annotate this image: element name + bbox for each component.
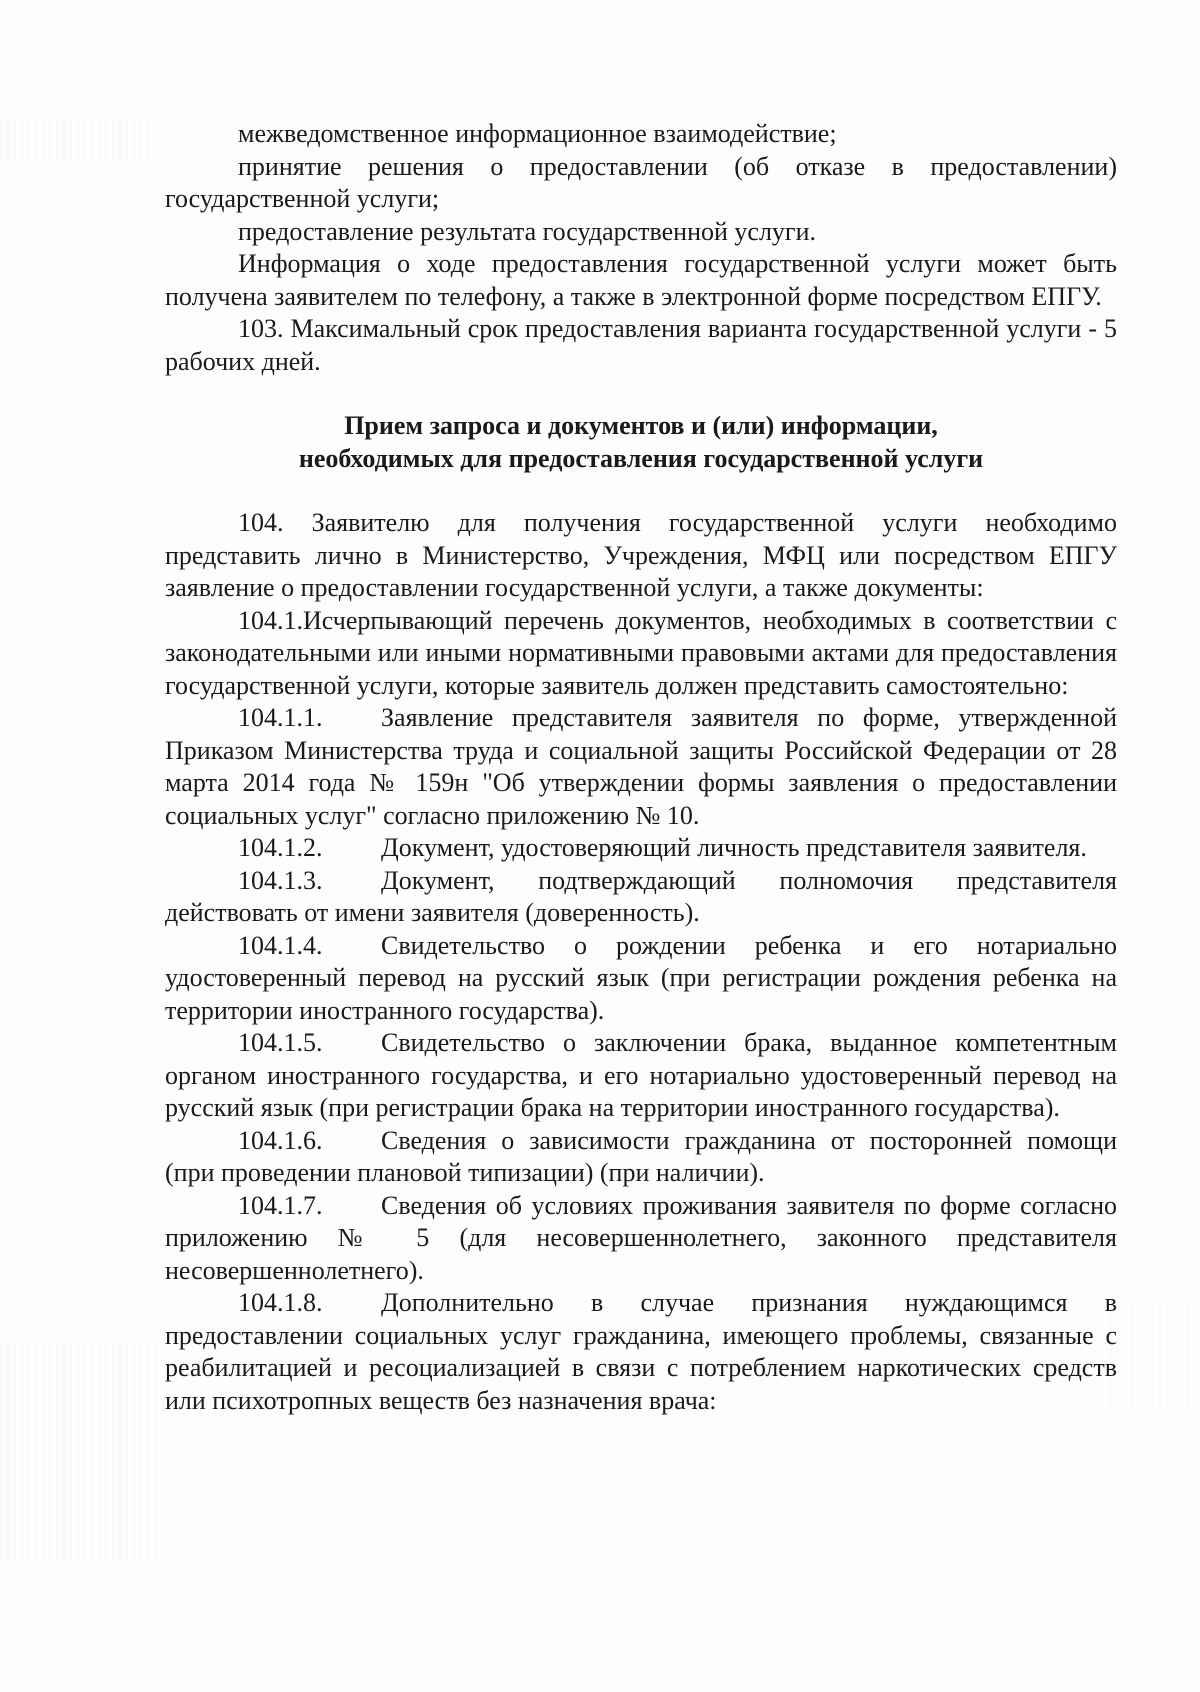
item-text: Документ, удостоверяющий личность представителя заявителя. [381, 833, 1087, 862]
spacer [165, 475, 1117, 507]
paragraph-interagency: межведомственное информационное взаимодействие; [238, 119, 837, 148]
list-item-104-1-4 [165, 930, 1117, 1028]
document-body [165, 118, 1117, 1417]
scan-noise-left [0, 120, 150, 160]
paragraph-103: 103. Максимальный срок предоставления варианта государственной услуги - 5 рабочих дней. [165, 314, 1117, 376]
item-text: Заявление представителя заявителя по форме, утвержденной Приказом Министерства труда и социальной защиты Российской Федерации от 28 марта 2014 года № 159н "Об утверждении формы заявления о предоставлении социальных услуг" согласно приложению № 10. [165, 703, 1117, 830]
item-number: 104.1.7. [238, 1190, 323, 1220]
item-number: 104.1.6. [238, 1125, 323, 1155]
section-heading-line-2: необходимых для предоставления государственной услуги [298, 443, 984, 473]
list-item-104-1-3 [165, 865, 1117, 930]
list-item-104-1-7 [165, 1190, 1117, 1288]
paragraph-progress-info: Информация о ходе предоставления государственной услуги может быть получена заявителем по телефону, а также в электронной форме посредством ЕПГУ. [165, 249, 1117, 311]
paragraph-104: 104. Заявителю для получения государственной услуги необходимо представить лично в Министерство, Учреждения, МФЦ или посредством ЕПГУ заявление о предоставлении государственной услуги, а также документы: [165, 508, 1117, 602]
spacer [165, 378, 1117, 410]
paragraph-104-1: 104.1.Исчерпывающий перечень документов, необходимых в соответствии с законодательными или иными нормативными правовыми актами для предоставления государственной услуги, которые заявитель должен представить самостоятельно: [165, 605, 1117, 700]
item-number: 104.1.4. [238, 930, 323, 960]
list-item-104-1-2 [165, 832, 1117, 865]
item-text: Документ, подтверждающий полномочия представителя действовать от имени заявителя (доверенность). [165, 865, 1117, 927]
item-number: 104.1.5. [238, 1028, 323, 1057]
list-item-104-1-8 [165, 1287, 1117, 1417]
item-text: Дополнительно в случае признания нуждающимся в предоставлении социальных услуг гражданина, имеющего проблемы, связанные с реабилитацией и ресоциализацией в связи с потреблением наркотических средств или психотропных веществ без назначения врача: [165, 1288, 1117, 1415]
paragraph-decision: принятие решения о предоставлении (об отказе в предоставлении) государственной услуги; [165, 151, 1117, 213]
scan-noise-right-bottom [1110, 1300, 1200, 1410]
item-number: 104.1.3. [238, 865, 323, 895]
list-item-104-1-6 [165, 1125, 1117, 1190]
item-number: 104.1.1. [238, 703, 323, 732]
paragraph-result: предоставление результата государственной услуги. [238, 216, 817, 246]
list-item-104-1-5 [165, 1027, 1117, 1125]
section-heading-line-1: Прием запроса и документов и (или) информации, [344, 411, 938, 440]
item-number: 104.1.8. [238, 1288, 323, 1317]
item-text: Свидетельство о заключении брака, выданное компетентным органом иностранного государства, и его нотариально удостоверенный перевод на русский язык (при регистрации брака на территории иностранного государства). [165, 1028, 1117, 1122]
item-text: Сведения о зависимости гражданина от посторонней помощи (при проведении плановой типизации) (при наличии). [165, 1125, 1117, 1187]
item-number: 104.1.2. [238, 833, 323, 862]
scan-noise-left-bottom [0, 1340, 160, 1560]
item-text: Свидетельство о рождении ребенка и его нотариально удостоверенный перевод на русский язык (при регистрации рождения ребенка на территории иностранного государства). [165, 930, 1117, 1025]
list-item-104-1-1 [165, 702, 1117, 832]
item-text: Сведения об условиях проживания заявителя по форме согласно приложению № 5 (для несовершеннолетнего, законного представителя несовершеннолетнего). [165, 1190, 1117, 1285]
